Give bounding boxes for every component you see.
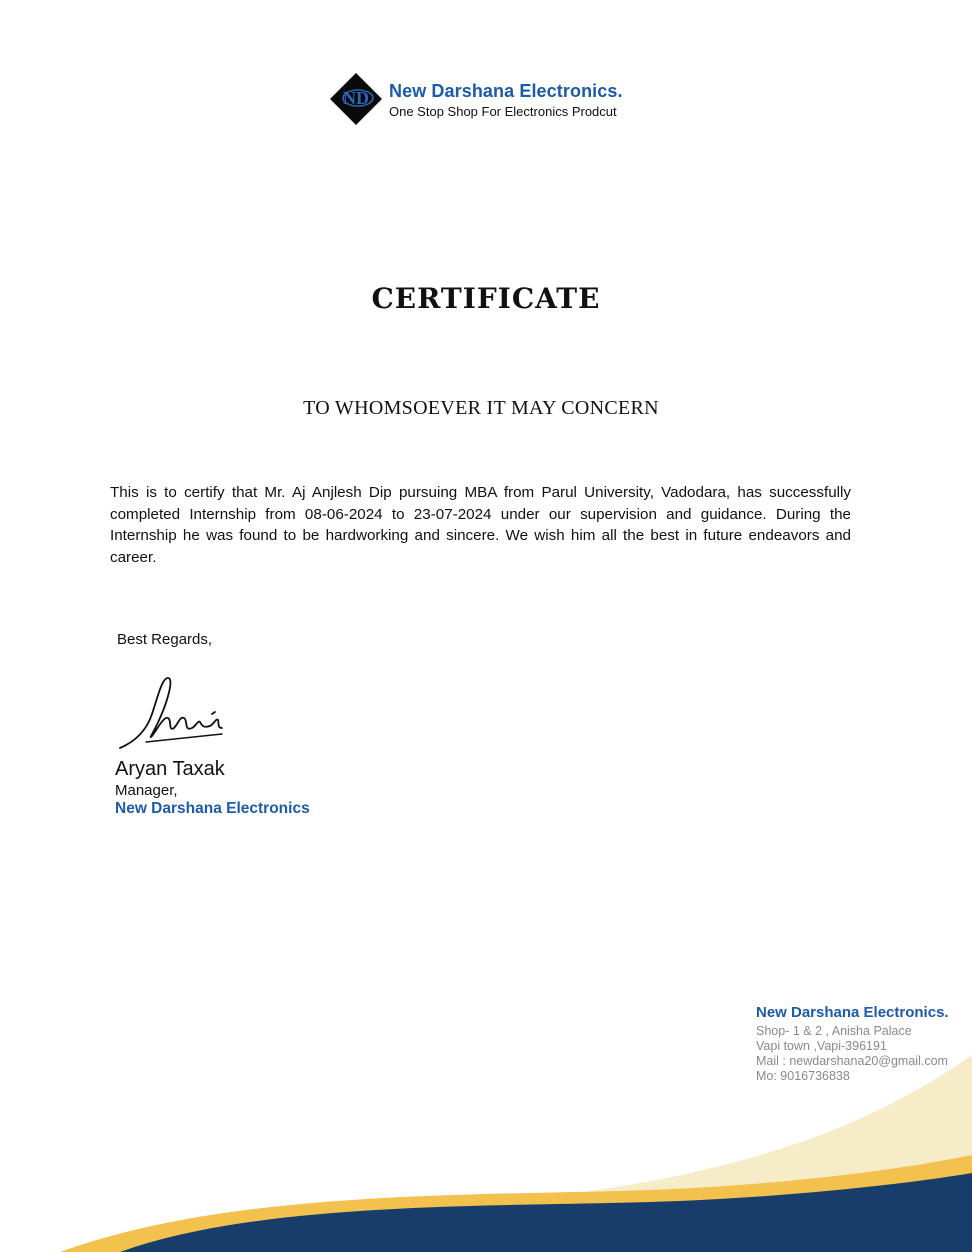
logo-diamond-icon — [329, 72, 383, 126]
footer-address-line2: Vapi town ,Vapi-396191 — [756, 1039, 887, 1053]
signature-image — [112, 670, 232, 755]
footer-wave-decoration — [0, 1030, 972, 1252]
header-company-name: New Darshana Electronics. — [389, 81, 623, 101]
header-tagline: One Stop Shop For Electronics Prodcut — [389, 104, 617, 119]
company-logo — [329, 72, 649, 126]
footer-company-name: New Darshana Electronics. — [756, 1004, 949, 1021]
signer-name: Aryan Taxak — [115, 758, 225, 780]
certificate-title: CERTIFICATE — [371, 282, 601, 315]
footer-mail: Mail : newdarshana20@gmail.com — [756, 1054, 948, 1068]
closing-regards: Best Regards, — [117, 631, 213, 648]
logo-monogram: ND — [343, 88, 369, 108]
signer-company: New Darshana Electronics — [115, 800, 310, 817]
certificate-subtitle: TO WHOMSOEVER IT MAY CONCERN — [303, 397, 659, 419]
footer-address-line1: Shop- 1 & 2 , Anisha Palace — [756, 1024, 912, 1038]
signer-title: Manager, — [115, 782, 178, 799]
footer-mobile: Mo: 9016736838 — [756, 1069, 850, 1083]
certificate-body: This is to certify that Mr. Aj Anjlesh Dip pursuing MBA from Parul University, Vadodara, has successfully completed Internship from 08-06-2024 to 23-07-2024 under our supervision and guidance. During the Internship he was found to be hardworking and sincere. We wish him all the best in future endeavors and career. — [110, 484, 851, 567]
